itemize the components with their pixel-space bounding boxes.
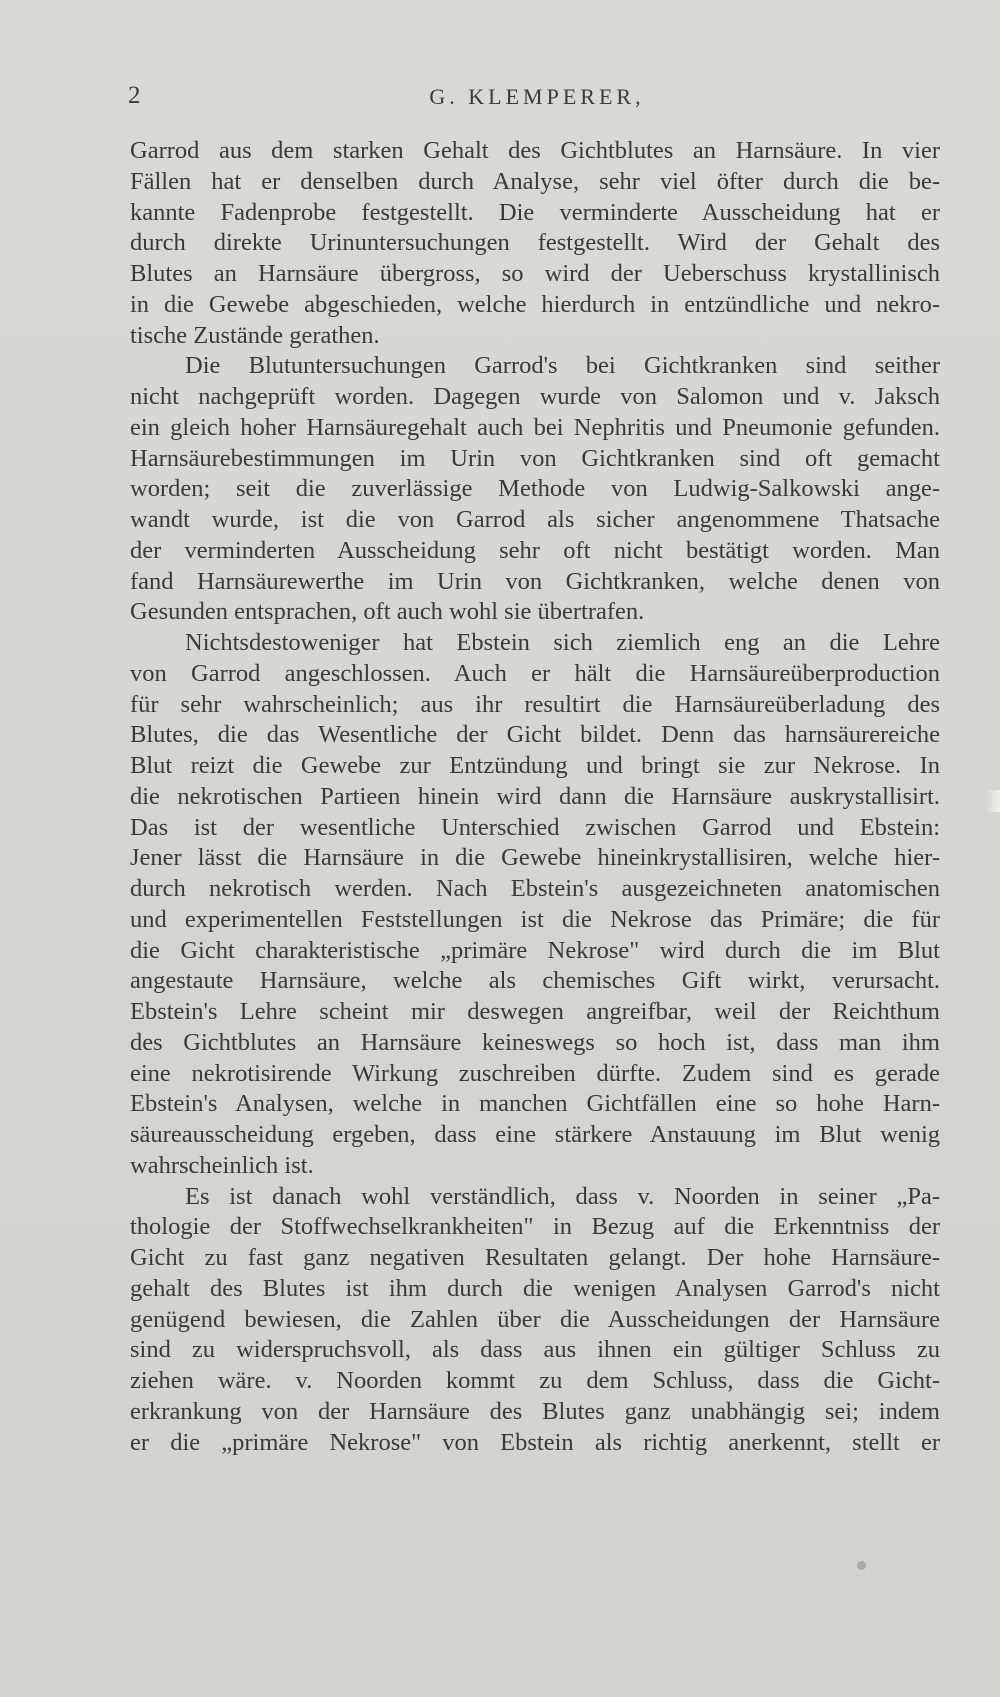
text-line: Die Blutuntersuchungen Garrod's bei Gichtkranken sind seither	[185, 352, 940, 380]
text-line: Fällen hat er denselben durch Analyse, sehr viel öfter durch die be-	[130, 167, 940, 195]
text-line: gehalt des Blutes ist ihm durch die wenigen Analysen Garrod's nicht	[130, 1274, 940, 1302]
text-line: ziehen wäre. v. Noorden kommt zu dem Schluss, dass die Gicht-	[130, 1367, 940, 1394]
text-line: des Gichtblutes an Harnsäure keineswegs so hoch ist, dass man ihm	[130, 1028, 940, 1056]
page-header	[128, 82, 946, 122]
text-line: genügend bewiesen, die Zahlen über die Ausscheidungen der Harnsäure	[130, 1305, 940, 1333]
text-line: Blutes an Harnsäure übergross, so wird der Ueberschuss krystallinisch	[130, 260, 940, 287]
text-line: eine nekrotisirende Wirkung zuschreiben dürfte. Zudem sind es gerade	[130, 1059, 940, 1087]
text-line: für sehr wahrscheinlich; aus ihr resultirt die Harnsäureüberladung des	[130, 690, 940, 718]
text-line: Harnsäurebestimmungen im Urin von Gichtkranken sind oft gemacht	[130, 444, 940, 472]
page-number: 2	[128, 82, 141, 109]
text-line: Das ist der wesentliche Unterschied zwischen Garrod und Ebstein:	[130, 813, 940, 841]
text-line: tische Zustände gerathen.	[130, 321, 380, 349]
text-line: der verminderten Ausscheidung sehr oft nicht bestätigt worden. Man	[130, 536, 940, 564]
text-line: sind zu widerspruchsvoll, als dass aus ihnen ein gültiger Schluss zu	[130, 1336, 940, 1364]
text-line: fand Harnsäurewerthe im Urin von Gichtkranken, welche denen von	[130, 567, 940, 595]
text-line: und experimentellen Feststellungen ist die Nekrose das Primäre; die für	[130, 905, 940, 933]
text-line: Garrod aus dem starken Gehalt des Gichtblutes an Harnsäure. In vier	[130, 137, 940, 164]
text-line: wahrscheinlich ist.	[130, 1151, 314, 1179]
text-line: Blut reizt die Gewebe zur Entzündung und bringt sie zur Nekrose. In	[130, 752, 940, 779]
text-line: durch direkte Urinuntersuchungen festgestellt. Wird der Gehalt des	[130, 229, 940, 257]
text-line: die Gicht charakteristische „primäre Nekrose" wird durch die im Blut	[130, 936, 940, 964]
text-line: worden; seit die zuverlässige Methode von Ludwig-Salkowski ange-	[130, 475, 940, 503]
text-line: von Garrod angeschlossen. Auch er hält die Harnsäureüberproduction	[130, 659, 940, 687]
text-line: säureausscheidung ergeben, dass eine stärkere Anstauung im Blut wenig	[130, 1121, 940, 1148]
text-line: durch nekrotisch werden. Nach Ebstein's ausgezeichneten anatomischen	[130, 875, 940, 902]
page-edge-mark	[985, 790, 1000, 812]
text-line: nicht nachgeprüft worden. Dagegen wurde von Salomon und v. Jaksch	[130, 383, 940, 410]
text-line: thologie der Stoffwechselkrankheiten" in Bezug auf die Erkenntniss der	[130, 1213, 940, 1241]
text-line: Gicht zu fast ganz negativen Resultaten gelangt. Der hohe Harnsäure-	[130, 1244, 940, 1271]
text-line: wandt wurde, ist die von Garrod als sicher angenommene Thatsache	[130, 506, 940, 533]
text-line: Jener lässt die Harnsäure in die Gewebe hineinkrystallisiren, welche hier-	[130, 844, 940, 872]
ink-speck	[857, 1561, 866, 1570]
running-head: G. KLEMPERER,	[429, 84, 645, 109]
text-line: Ebstein's Analysen, welche in manchen Gichtfällen eine so hohe Harn-	[130, 1090, 940, 1118]
body-text	[130, 136, 940, 1458]
text-line: kannte Fadenprobe festgestellt. Die verminderte Ausscheidung hat er	[130, 198, 940, 226]
text-line: Es ist danach wohl verständlich, dass v. Noorden in seiner „Pa-	[185, 1182, 940, 1210]
text-line: in die Gewebe abgeschieden, welche hierdurch in entzündliche und nekro-	[130, 290, 940, 318]
text-line: Gesunden entsprachen, oft auch wohl sie übertrafen.	[130, 598, 645, 626]
text-line: erkrankung von der Harnsäure des Blutes ganz unabhängig sei; indem	[130, 1397, 940, 1425]
text-line: er die „primäre Nekrose" von Ebstein als richtig anerkennt, stellt er	[130, 1428, 940, 1456]
text-line: Blutes, die das Wesentliche der Gicht bildet. Denn das harnsäurereiche	[130, 721, 940, 749]
text-line: die nekrotischen Partieen hinein wird dann die Harnsäure auskrystallisirt.	[130, 782, 940, 810]
text-line: angestaute Harnsäure, welche als chemisches Gift wirkt, verursacht.	[130, 967, 940, 995]
text-line: ein gleich hoher Harnsäuregehalt auch bei Nephritis und Pneumonie gefunden.	[130, 413, 940, 441]
text-line: Ebstein's Lehre scheint mir deswegen angreifbar, weil der Reichthum	[130, 998, 940, 1025]
text-line: Nichtsdestoweniger hat Ebstein sich ziemlich eng an die Lehre	[185, 629, 940, 656]
